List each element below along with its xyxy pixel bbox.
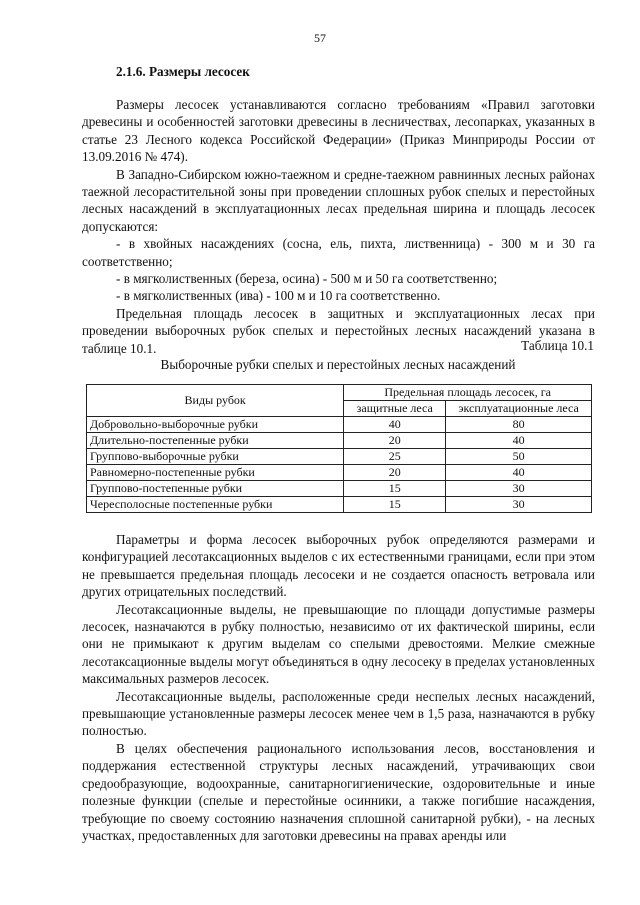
cutting-type: Добровольно-выборочные рубки	[87, 417, 344, 433]
body-text	[82, 531, 595, 844]
protective-area: 40	[344, 417, 446, 433]
paragraph: Предельная площадь лесосек в защитных и эксплуатационных лесах при проведении выборочных рубок спелых и перестойных лесных насаждений указана в таблице 10.1.	[82, 305, 595, 356]
exploitation-area: 50	[446, 449, 592, 465]
header-cutting-type: Виды рубок	[87, 385, 344, 417]
paragraph: В Западно-Сибирском южно-таежном и средне-таежном равнинных лесных районах таежной лесорастительной зоны при проведении сплошных рубок спелых и перестойных лесных насаждений в эксплуатационных лесах предельная ширина и площадь лесосек допускаются:	[82, 166, 595, 234]
cutting-type: Чересполосные постепенные рубки	[87, 497, 344, 513]
exploitation-area: 40	[446, 433, 592, 449]
protective-area: 20	[344, 433, 446, 449]
paragraph: Размеры лесосек устанавливаются согласно требованиям «Правил заготовки древесины и особенностей заготовки древесины в лесничествах, лесопарках, указанных в статье 23 Лесного кодекса Российской Федерации» (Приказ Минприроды России от 13.09.2016 № 474).	[82, 97, 595, 165]
list-item: - в мягколиственных (береза, осина) - 500 м и 50 га соответственно;	[116, 271, 498, 287]
cutting-type: Группово-постепенные рубки	[87, 481, 344, 497]
protective-area: 15	[344, 481, 446, 497]
table-row	[87, 497, 592, 513]
header-max-area: Предельная площадь лесосек, га	[344, 385, 592, 401]
paragraph: Лесотаксационные выделы, расположенные среди неспелых лесных насаждений, превышающие установленные размеры лесосек менее чем в 1,5 раза, назначаются в рубку полностью.	[82, 688, 595, 739]
exploitation-area: 30	[446, 481, 592, 497]
list-item: - в мягколиственных (ива) - 100 м и 10 га соответственно.	[116, 288, 441, 304]
table-row	[87, 417, 592, 433]
exploitation-area: 40	[446, 465, 592, 481]
protective-area: 15	[344, 497, 446, 513]
cutting-type: Равномерно-постепенные рубки	[87, 465, 344, 481]
protective-area: 20	[344, 465, 446, 481]
paragraph: Лесотаксационные выделы, не превышающие по площади допустимые размеры лесосек, назначаются в рубку полностью, независимо от их фактической ширины, если они не примыкают к другим выделам со спелыми древостоями. Мелкие смежные лесотаксационные выделы могут объединяться в одну лесосеку в пределах установленных максимальных размеров лесосек.	[82, 601, 595, 687]
paragraph: Параметры и форма лесосек выборочных рубок определяются размерами и конфигурацией лесотаксационных выделов с их естественными границами, если при этом не превышается предельная площадь лесосеки и не создается опасность ветровала или других отрицательных последствий.	[82, 532, 595, 600]
header-protective-forests: защитные леса	[344, 401, 446, 417]
list-item: - в хвойных насаждениях (сосна, ель, пихта, лиственница) - 300 м и 30 га соответственно;	[82, 236, 595, 269]
protective-area: 25	[344, 449, 446, 465]
table-label: Таблица 10.1	[521, 338, 594, 353]
table-row	[87, 481, 592, 497]
table-row	[87, 449, 592, 465]
cutting-type: Длительно-постепенные рубки	[87, 433, 344, 449]
exploitation-area: 30	[446, 497, 592, 513]
exploitation-area: 80	[446, 417, 592, 433]
cutting-type: Группово-выборочные рубки	[87, 449, 344, 465]
cutting-area-table	[86, 384, 592, 513]
paragraph: В целях обеспечения рационального использования лесов, восстановления и поддержания естественной структуры лесных насаждений, утрачивающих свои средообразующие, водоохранные, санитарногигиенические, оздоровительные и иные полезные функции (спелые и перестойные осинники, а также погибшие насаждения, требующие по своему состоянию назначения сплошной санитарной рубки), - на лесных участках, предоставленных для заготовки древесины на правах аренды или	[82, 740, 595, 843]
intro-text	[82, 96, 595, 357]
page-number: 57	[314, 31, 326, 45]
header-exploitation-forests: эксплуатационные леса	[446, 401, 592, 417]
section-heading: 2.1.6. Размеры лесосек	[116, 64, 250, 79]
table-caption: Выборочные рубки спелых и перестойных лесных насаждений	[160, 357, 516, 372]
table-header-row	[87, 385, 592, 401]
table-row	[87, 465, 592, 481]
table-row	[87, 433, 592, 449]
